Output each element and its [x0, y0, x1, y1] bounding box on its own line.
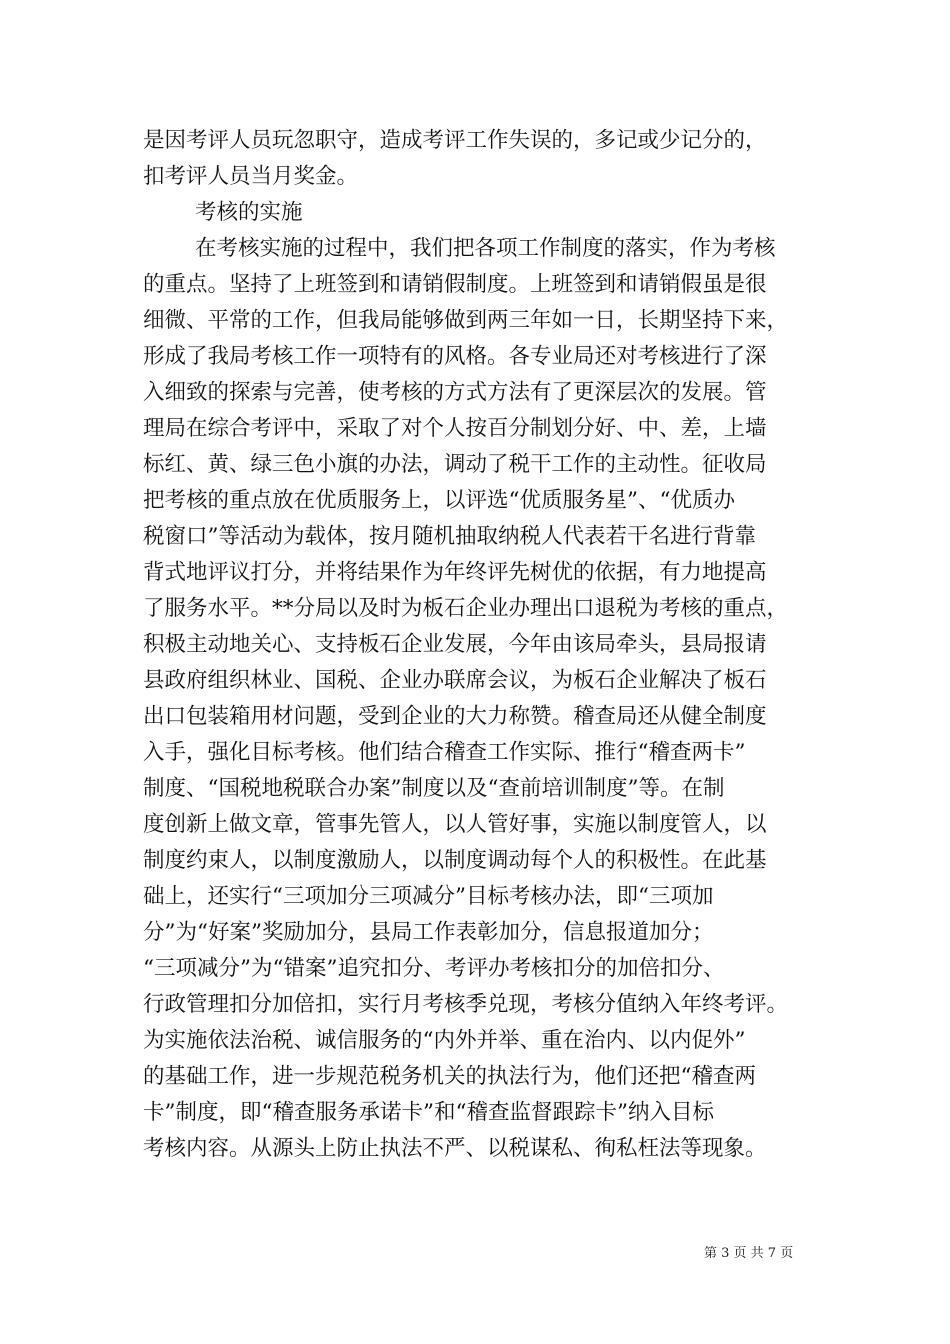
text-line: 在考核实施的过程中，我们把各项工作制度的落实，作为考核 — [195, 236, 776, 261]
text-line: 县政府组织林业、国税、企业办联席会议，为板石企业解决了板石 — [143, 668, 767, 693]
text-line: 的基础工作，进一步规范税务机关的执法行为，他们还把“稽查两 — [143, 1064, 756, 1089]
text-line: “三项减分”为“错案”追究扣分、考评办考核扣分的加倍扣分、 — [143, 956, 725, 981]
text-line: 出口包装箱用材问题，受到企业的大力称赞。稽查局还从健全制度 — [143, 704, 767, 729]
text-line: 背式地评议打分，并将结果作为年终评先树优的依据，有力地提高 — [143, 560, 767, 585]
section-heading: 考核的实施 — [195, 200, 303, 225]
text-line: 是因考评人员玩忽职守，造成考评工作失误的，多记或少记分的， — [143, 128, 767, 153]
text-line: 形成了我局考核工作一项特有的风格。各专业局还对考核进行了深 — [143, 344, 767, 369]
text-line: 为实施依法治税、诚信服务的“内外并举、重在治内、以内促外” — [143, 1028, 746, 1053]
text-line: 础上，还实行“三项加分三项减分”目标考核办法，即“三项加 — [143, 884, 714, 909]
text-line: 了服务水平。**分局以及时为板石企业办理出口退税为考核的重点， — [143, 596, 789, 621]
text-line: 扣考评人员当月奖金。 — [143, 164, 359, 189]
page-number: 第 3 页 共 7 页 — [704, 1246, 794, 1261]
text-line: 行政管理扣分加倍扣，实行月考核季兑现，考核分值纳入年终考评。 — [143, 992, 789, 1017]
text-line: 税窗口”等活动为载体，按月随机抽取纳税人代表若干名进行背靠 — [143, 524, 756, 549]
text-line: 把考核的重点放在优质服务上，以评选“优质服务星”、“优质办 — [143, 488, 735, 513]
text-line: 考核内容。从源头上防止执法不严、以税谋私、徇私枉法等现象。 — [143, 1136, 767, 1161]
text-line: 细微、平常的工作，但我局能够做到两三年如一日，长期坚持下来， — [143, 308, 789, 333]
text-line: 入手，强化目标考核。他们结合稽查工作实际、推行“稽查两卡” — [143, 740, 746, 765]
text-line: 理局在综合考评中，采取了对个人按百分制划分好、中、差，上墙 — [143, 416, 767, 441]
text-line: 度创新上做文章，管事先管人，以人管好事，实施以制度管人，以 — [143, 812, 767, 837]
text-line: 制度、“国税地税联合办案”制度以及“查前培训制度”等。在制 — [143, 776, 725, 801]
text-line: 制度约束人，以制度激励人，以制度调动每个人的积极性。在此基 — [143, 848, 767, 873]
text-line: 卡”制度，即“稽查服务承诺卡”和“稽查监督跟踪卡”纳入目标 — [143, 1100, 714, 1125]
text-line: 积极主动地关心、支持板石企业发展，今年由该局牵头，县局报请 — [143, 632, 767, 657]
text-line: 分”为“好案”奖励加分，县局工作表彰加分，信息报道加分； — [143, 920, 714, 945]
text-line: 的重点。坚持了上班签到和请销假制度。上班签到和请销假虽是很 — [143, 272, 767, 297]
text-line: 标红、黄、绿三色小旗的办法，调动了税干工作的主动性。征收局 — [143, 452, 767, 477]
text-line: 入细致的探索与完善，使考核的方式方法有了更深层次的发展。管 — [143, 380, 767, 405]
